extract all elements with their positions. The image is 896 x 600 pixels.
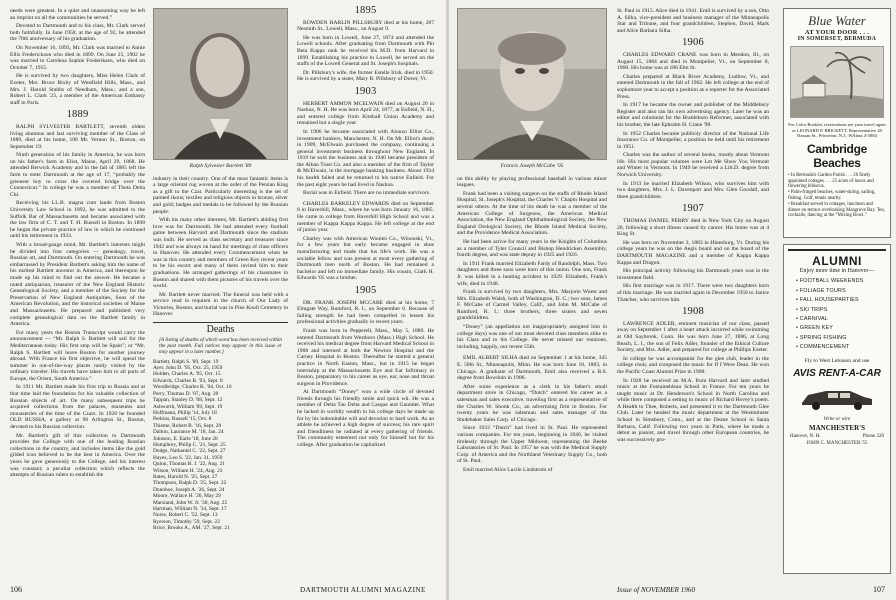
list-item: • Palm-fringed beaches, water-skiing, sailing, fishing. Golf, tennis nearby. <box>788 190 876 201</box>
alumni-activity-label: GREEN KEY <box>799 325 834 332</box>
paragraph: Frank is survived by two daughters, Mrs. Marjorie Wuest and Mrs. Elizabeth Walsh, both of Washington, D. C.; two sons, James F. McCabe of Carmel Valley, Calif., and John M. McCabe of Rumford, R. I.; three brothers, three sisters and seven grandchildren. <box>457 289 607 322</box>
death-entry: Perry, Thomas D. '07, Aug. 20 <box>153 390 219 397</box>
death-entry: Hayes, Leo S. '22, Jan. 31, 1959 <box>153 454 223 461</box>
death-entry: Thieme, Robert B. '16, Sept. 20 <box>153 422 222 429</box>
bullet-icon: • <box>796 334 800 341</box>
photo-caption: Ralph Sylvester Bartlett '89 <box>189 163 252 169</box>
paragraph: In 1911 Mr. Bartlett made his first trip to Russia and at that time laid the foundation for his valuable collection of Russian objects of art. On many subsequent trips he acquired collections from the palaces, museums and monasteries of the time of the Czars. In 1928 he founded OLD RUSSIA, a gallery at 96 Arlington St., Boston, devoted to his Russian collection. <box>10 384 145 431</box>
deaths-heading: Deaths <box>206 324 235 336</box>
paragraph: DR. FRANK JOSEPH MCCABE died at his home, 7 Elmgate Way, Rumford, R. I., on September 6. Because of failing strength he had been compelled to lessen his professional activities gradually in recent years. <box>297 299 434 326</box>
death-entry: Ashworth, William '09, Sept. 19 <box>153 403 223 410</box>
death-entry: Johnson, E. Earle '18, June 28 <box>153 435 218 442</box>
divider <box>788 249 886 251</box>
class-year-heading: 1908 <box>682 306 704 318</box>
paragraph: With a broad-gauge mind, Mr. Bartlett's interests might be divided into four categories — genealogy, travel, Russian art, and Dartmouth. On entering Dartmouth he was embarrassed by President Bartlett's asking him the name of his earliest Bartlett ancestor in America, and thereupon he made up his mind to find out the answer. He became a noted antiquarian, treasurer of the New England Historic Genealogical Society, and a member of the Society for the Preservation of New England Antiquities, Sons of the American Revolution, and the historical societies of Maine and Massachusetts. He prepared and published very complete genealogical data on the Bartlett family in America. <box>10 242 145 328</box>
bullet-icon: • <box>796 297 800 304</box>
bullet-icon: • <box>796 287 800 294</box>
left-page <box>0 0 447 600</box>
death-entry: Dalton, Laurance M. '18, Jan. 24 <box>153 429 224 436</box>
paragraph: Mr. Bartlett's gift of this collection to Dartmouth provides the College with one of the leading Russian collections in the country, and includes items like the gold gilded icon believed to be the best in America. Over the years he gave generously to the College, and his interest was constant; a peculiar collection which reflects the attempts of Russian rulers to establish the <box>10 432 145 479</box>
paragraph: industry in their country. One of the most fantastic items is a large oriental rug woven at the order of the Persian King as a gift to the Czar. Particularly interesting is the set of painted ikons; textiles and religious objects in bronze, silver and gold; badges and medals to be followed by the Russian people. <box>153 175 288 215</box>
alumni-activity-item <box>796 297 890 303</box>
paragraph: BOWDEN HARLIN PILLSBURY died at his home, 287 Nesmith St., Lowell, Mass., on August 9. <box>297 19 434 33</box>
bluewater-title: Blue Water <box>808 13 866 28</box>
death-entry: Dodge, Nathaniel C. '22, Sept. 27 <box>153 448 226 455</box>
death-entry: Wilson, William H. '24, Aug. 23 <box>153 467 223 474</box>
death-entry: Brice, Brooks A., AM. '27, Sept. 21 <box>153 525 230 532</box>
magazine-name: DARTMOUTH ALUMNI MAGAZINE <box>300 586 426 594</box>
death-entry: Woodbridge, Charles K. '04, Oct. 16 <box>153 384 232 391</box>
paragraph: EMIL ALBERT SILHA died on September 1 at his home, 345 E. 58th St., Minneapolis, Minn. He was born June 10, 1883, in Chicago. A graduate of Dartmouth, Emil also received a B.S. degree from Bowdoin in 1906. <box>457 355 607 382</box>
paragraph: Receiving his LL.B. magna cum laude from Boston University Law School in 1892, he was admitted to the Suffolk Bar of Massachusetts and became associated with the law firm of C. T. and T. H. Russell in Boston. In 1898 he began the private practice of law in which he continued until his retirement in 1933. <box>10 200 145 240</box>
death-entry: Perkins, Russell '15, Oct. 8 <box>153 416 212 423</box>
alumni-activity-label: FOLIAGE TOURS <box>799 287 846 294</box>
death-entry: Hartman, William N. '34, Sept. 17 <box>153 506 227 512</box>
left-column-3 <box>297 5 434 451</box>
alumni-activity-item <box>796 325 890 331</box>
cambridge-feature-list <box>788 173 886 219</box>
alumni-activity-item <box>796 344 890 350</box>
paragraph: His first marriage was in 1917. There were two daughters born of this marriage. He was married again in December 1950 to Janice Thatcher, who survives him. <box>617 283 769 303</box>
paragraph: Devoted to Dartmouth and to his class, Mr. Clark served both faithfully. In June 1958, at the age of 92, he attended the 70th anniversary of his graduation. <box>10 23 145 43</box>
death-entry: Edwards, Charles B. '03, Sept. 8 <box>153 377 223 384</box>
portrait-photo <box>457 8 607 160</box>
alumni-activity-item <box>796 307 890 313</box>
death-entry: Marsland, John W. Jr. '30, Aug. 25 <box>153 499 228 506</box>
paragraph: On November 16, 1893, Mr. Clark was married to Annie Ellis Frederickson who died in 1899. On June 25, 1902 he was married to Carolena Sophie Frederiksen, who died on October 7, 1955. <box>10 44 145 71</box>
car-icon <box>798 383 876 413</box>
bullet-icon: • <box>796 306 800 313</box>
deaths-notice: [A listing of deaths of which word has been received within the past month. Full notices may appear in this issue or may appear in a later number.] <box>159 336 282 355</box>
bullet-icon: • <box>796 325 800 332</box>
death-entry: Thompson, Ralph D. '25, Sept. 22 <box>153 480 227 487</box>
paragraph: LAWRENCE ADLER, eminent musician of our class, passed away on September 1 after a heart attack incurred while swimming at Old Saybrook, Conn. He was born June 27, 1886, at Long Beach, L. I., the son of Felix Adler, founder of the Ethical Culture Society, and Mrs. Adler, and prepared for college at Phillips Exeter. <box>617 320 769 354</box>
paragraph: His principal activity following his Dartmouth years was in the investment field. <box>617 268 769 281</box>
alumni-activity-label: FALL HOUSEPARTIES <box>799 297 859 304</box>
car-illustration <box>798 383 876 413</box>
list-item: • In Bermuda's Garden Parish . . . 26 finely appointed cottages . . . 25 acres of lawns and flowering hibiscus. <box>788 172 874 190</box>
paragraph: CHARLES BARKELEY EDWARDS died on September 8 in Haverhill, Mass., where he was born January 16, 1885. He came to college from Haverhill High School and was a member of Kappa Kappa Kappa. He left college at the end of junior year. <box>297 200 434 234</box>
contact-name: JOHN C. MANCHESTER '55 <box>806 441 868 447</box>
class-year-heading: 1907 <box>682 203 704 215</box>
manchester-name: MANCHESTER'S <box>808 424 865 433</box>
right-column-1 <box>457 8 607 476</box>
paragraph: After some experience as a clerk in his father's small department store in Chicago, “Dutch” entered his career as a salesman and sales executive, traveling first as a representative of the Charles W. Shonk Co., an advertising firm in Boston. For twenty years he was salesman and sales manager of the Studebaker Sales Corp. of Chicago. <box>457 383 607 423</box>
paragraph: He was born in Lowell, June 27, 1874 and attended the Lowell schools. After graduating from Dartmouth with Phi Beta Kappa rank he received his M.D. from Harvard in 1899. Establishing his practice in Lowell, he served on the staffs of the Lowell General and St. Joseph's hospitals. <box>297 34 434 68</box>
alumni-activity-label: FOOTBALL WEEKENDS <box>799 278 864 285</box>
left-column-1 <box>10 8 145 481</box>
deaths-list <box>153 359 288 532</box>
paragraph: He is survived by two daughters, Miss Helen Clark of Exeter, Mrs. Bruce Bixby of Westfield Hills, Mass., and Mrs. J. Harold Stubbs of Needham, Mass.; and a son, Robert L. Clark '23, a member of the American Embassy staff in Paris. <box>10 73 145 106</box>
death-entry: Tappan, Stanley D. '08, Sept. 12 <box>153 397 223 404</box>
issue-date: Issue of NOVEMBER 1960 <box>617 586 696 594</box>
alumni-travel-ad <box>783 244 891 574</box>
paragraph: Burial was in Enfield. There are no immediate survivors. <box>303 190 431 197</box>
paragraph: With his many other interests, Mr. Bartlett's abiding first love was for Dartmouth. He had attended every football game between Harvard and Dartmouth since the stadium was built. He served as class secretary and treasurer since 1942 and was always on hand for meetings of class officers in Hanover. He attended every Commencement when he was in this country and members of Green Key recent years to be his escort and many of them invited him to their graduations. He arranged gatherings of his classmates in Boston and shared with them pictures of his travels over the world. <box>153 217 288 290</box>
death-entry: Hoffmann, Philip '14, July 18 <box>153 409 217 416</box>
paragraph: Frank had been a visiting surgeon on the staffs of Rhode Island Hospital, St. Joseph's Hospital, the Charles V. Chapin Hospital and several others. At the time of his death he was a member of the American College of Surgeons, the American Medical Association, the New England Ophthalmological Society, the New England Otological Society, the Rhode Island Medical Society, and the Providence Medical Association. <box>457 190 607 237</box>
page-number-left: 106 <box>10 585 22 594</box>
paragraph: Mr. Bartlett never married. The funeral was held with a service read in requiem in the church of Our Lady of Victories, Boston, and burial was in Pine Knoll Cemetery in Hanover. <box>153 291 288 318</box>
paragraph: Dr. Pillsbury's wife, the former Estelle Irish, died in 1950. He is survived by a sister, Mary B. Pillsbury of Dover, Vt. <box>297 69 434 83</box>
paragraph: RALPH SYLVESTER BARTLETT, seventh oldest living alumnus and last surviving member of the Class of 1889, died at his home, 108 Mt. Vernon St., Boston, on September 19. <box>10 123 145 150</box>
paragraph: HERBERT AMMON MCELWAIN died on August 20 in Nashua, N. H. He was born April 24, 1877, at Enfield, N. H., and entered college from Kimball Union Academy and remained but a single year. <box>297 100 434 127</box>
portrait-image <box>458 9 606 159</box>
alumni-activity-item <box>796 316 890 322</box>
paragraph: He was born on November 2, 1883 in Hinesburg, Vt. During his college years he was on the Aegis board and on the board of the DARTMOUTH MAGAZINE and a member of Kappa Kappa Kappa and Dragon. <box>617 239 769 266</box>
death-entry: Humphrey, Philip C. '21, Sept. 25 <box>153 441 226 448</box>
paragraph: THOMAS DANIEL PERRY died in New York City on August 20, following a short illness caused by cancer. His home was at 4 King St. <box>617 218 769 238</box>
death-entry: Moore, Wallace H. '26, May 29 <box>153 493 221 500</box>
bullet-icon: • <box>796 278 800 285</box>
bluewater-line2: IN SOMERSET, BERMUDA <box>797 36 877 42</box>
paragraph: In 1911 Frank married Elizabeth Fardy of Randolph, Mass. Two daughters and three sons were born of this union. One son, Frank Jr. was killed in a hunting accident in 1929. Elizabeth, Frank's wife, died in 1948. <box>457 260 607 287</box>
alumni-activity-list <box>784 278 890 350</box>
paragraph: For many years the Boston Transcript would carry the announcement — “Mr. Ralph S. Bartlett will sail for the Mediterranean today. His first stop will be Spain”; or “Mr. Ralph S. Bartlett will leave Boston for another journey abroad. With France his first objective, he will spend the summer in out-of-the-way places rarely visited by the ordinary traveler. His travels have taken him to all parts of Europe, the Orient, South America.” <box>10 329 145 382</box>
class-year-heading: 1906 <box>682 37 704 49</box>
alumni-activity-item <box>796 288 890 294</box>
death-entry: Bates, Harold N. '25, Sept. 27 <box>153 473 218 480</box>
alumni-activity-label: CARNIVAL <box>799 315 828 322</box>
paragraph: Charles prepared at Black River Academy, Ludlow, Vt., and entered Dartmouth in the fall of 1902. He left college at the end of sophomore year to accept a position as a reporter for the Associated Press. <box>617 73 769 100</box>
alumni-activity-item <box>796 335 890 341</box>
death-entry: Quinn, Thomas B. J. '22, Aug. 21 <box>153 461 226 468</box>
portrait-photo <box>153 8 288 160</box>
page-number-right: 107 <box>873 585 885 594</box>
alumni-activity-label: COMMENCEMENT <box>799 344 850 351</box>
fly-note: Fly to West Lebanon and use <box>804 358 870 365</box>
class-year-heading: 1889 <box>66 109 89 121</box>
death-entry: Holden, Charles A. '95, Oct. 15 <box>153 371 221 378</box>
list-item: • Breakfast served in cottages, luncheon and dinner on terrace overlooking Mangrove Bay. Tea, cocktails, dancing at the “Mixing Bowl.” <box>788 201 885 219</box>
resort-illustration <box>790 46 884 118</box>
paragraph: “Doney” (an appellation not inappropriately assigned him in college days) was one of our most devoted class members alike to his Class and to his College. He never missed our reunions, including, happily, our recent 55th. <box>457 324 607 350</box>
paragraph: In 1917 he became the owner and publisher of the Middlebury Register and also ran his own advertising agency. Later he was an editor and columnist for the Brattleboro Reformer, associated with his brother, the late Ephraim H. Crane '98. <box>617 102 769 128</box>
alumni-activity-label: SPRING FISHING <box>799 334 847 341</box>
paragraph: In 1928 he received an M.A. from Harvard and later studied music at the Fontainebleau School in France. For ten years he taught music at Dr. Henderson's School in North Carolina and while there composed a setting to music of Richard Hovey's poem. A Health to Thee, Roberts, and presented it to the Dartmouth Glee Club. Later he headed the music department at the Westminster School in Simsbury, Conn., and at the Deane School in Santa Barbara, Calif. Following two years in Paris, where he made a debut as pianist, and travel through other European countries, he was successively pro- <box>617 377 769 443</box>
death-entry: Ayer, John D. '95, Oct. 25, 1959 <box>153 365 223 372</box>
alumni-activity-item <box>796 278 890 284</box>
bluewater-line1: AT YOUR DOOR . . . <box>804 29 870 36</box>
alumni-subtitle: Enjoy more time in Hanover— <box>799 268 875 274</box>
paragraph: Charley was with American Woolen Co., Winooski, Vt., for a few years but early became engaged in shoe manufacturing and made that his life's work. He was a sociable fellow and was present at most every gathering of Dartmouth men north of Boston. He had remained a bachelor and left no immediate family. His cousin, Clark H. Edwards '05 was a brother. <box>297 235 434 282</box>
paragraph: CHARLES EDWARD CRANE was born in Mendon, Ill., on August 15, 1884 and died in Montpelier, Vt., on September 8, 1960. His home was at 186 Elm St. <box>617 51 769 72</box>
paragraph: on this ability by playing professional baseball in various minor leagues. <box>457 175 607 189</box>
paragraph: He had been active for many years in the Knights of Columbus as a member of Tyler Council and Bishop Hendricken Assembly, fourth degree, and was state deputy in 1925 and 1926. <box>457 238 607 259</box>
paragraph: In 1952 Charles became publicity director of the National Life Insurance Co. of Montpelier, a position he held until his retirement in 1951. <box>617 130 769 150</box>
cambridge-title: Cambridge Beaches <box>807 141 867 170</box>
cambridge-beaches-ad <box>783 8 891 238</box>
paragraph: In college he was accompanist for the glee club, leader in the college choir, and composed the music for If I Were Dean. He won the Pacific Coast Alumni Prize in 1908. <box>617 355 769 375</box>
right-column-2 <box>617 8 769 445</box>
bullet-icon: • <box>796 344 800 351</box>
left-column-2 <box>153 8 288 532</box>
class-year-heading: 1905 <box>354 284 377 296</box>
paragraph: Ninth generation of his family in America, he was born on his father's farm in Eliot, Maine, April 29, 1868. He attended Berwick Academy and in the fall of 1885 left the farm to enter Dartmouth at the age of 17, “probably the greenest boy to cross the covered bridge over the Connecticut.” In college he was a member of Theta Delta Chi. <box>10 152 145 198</box>
right-page <box>449 0 896 600</box>
paragraph: St. Paul in 1915. Alice died in 1941. Emil is survived by a son, Otto A. Silha, vice-president and business manager of the Minneapolis Star and Tribune, and four grandchildren, Stephen, David, Mark and Alice Barbara Silha. <box>617 8 769 34</box>
class-year-heading: 1895 <box>354 5 377 16</box>
death-entry: Bartlett, Ralph S. '89, Sept. 19 <box>153 358 219 365</box>
address: Hanover, N. H. <box>790 434 821 440</box>
paragraph: needs were greatest. In a quiet and unassuming way he left an imprint on all the communities he served.” <box>10 8 145 21</box>
death-entry: Donohoe, Joseph A. '26, Sept. 24 <box>153 486 225 493</box>
bluewater-booklet-info: For Color Booklet, reservations see your travel agent or LEONARD P. BRICKETT, Representative 20 Nassau St., Princeton, N.J., WAlnut 4-5084 <box>788 122 886 139</box>
death-entry: Nurse, Robert C. '52, Sept. 13 <box>153 512 218 519</box>
paragraph: Since 1933 “Dutch” had lived in St. Paul. He represented various companies. For ten years, beginning in 1946, he visited tirelessly through the Upper Midwest, representing the Beebe Laboratories of St. Paul. In 1957 he was with the Medical Supply Corp. of America and the Northland Veterinary Supply Co., both of St. Paul. <box>457 425 607 465</box>
paragraph: In 1913 he married Elizabeth Wilson, who survives him with two daughters, Mrs. J. L. Davenport and Mrs. Glen Goodall, and three grandchildren. <box>617 180 769 200</box>
photo-caption: Francis Joseph McCabe '05 <box>500 163 564 169</box>
contact-row <box>790 434 884 439</box>
paragraph: Frank was born in Pepperell, Mass., May 5, 1880. He entered Dartmouth from Westboro (Mass.) High School. He received his medical degree from Harvard Medical School in 1908 and interned at both the Newton Hospital and the Carney Hospital in Boston. Thereafter he started a general practice in North Easton, Mass., but in 1915 he began internship at the Massachusetts Eye and Ear Infirmary in Boston, preparatory to his career as eye, ear, nose and throat surgeon in Providence. <box>297 327 434 387</box>
divider <box>153 322 288 323</box>
paragraph: At Dartmouth “Doney” won a wide circle of devoted friends through his friendly smile and quick wit. He was a member of Delta Tau Delta and Casque and Gauntlet. What he lacked in worldly wealth in his college days he made up for by his indomitable will and devotion to hard work. As an athlete he achieved a high degree of success; his rare spirit and friendliness he radiated at every gathering of friends. The community esteemed not only for himself but for his college. After graduation he capitalized <box>297 389 434 449</box>
paragraph: Emil married Alice Lucile Lindstrom of <box>463 466 553 473</box>
portrait-image <box>154 9 287 159</box>
alumni-title: ALUMNI <box>812 254 862 268</box>
write-or-wire: Write or wire <box>823 417 851 423</box>
paragraph: In 1906 he became associated with Alonzo Elliot Co., investment bankers, Manchester, N. H. On Mr. Elliot's death in 1909, McElwain purchased the company, continuing a general investment business throughout New England. In 1919 he sold the business and in 1940 became president of the Alban Trust Co. and also a member of the firm of Taylor & McElwain, in the mortgage banking business. About 1934 his health failed and he returned to his native Enfield. For the past eight years he had lived in Nashua. <box>297 128 434 188</box>
bullet-icon: • <box>796 315 800 322</box>
class-year-heading: 1903 <box>354 85 377 97</box>
avis-logo: AVIS RENT-A-CAR <box>793 368 881 380</box>
alumni-activity-label: SKI TRIPS <box>799 306 828 313</box>
phone: Phone 220 <box>862 434 884 440</box>
paragraph: Charles was the author of several books, mostly about Vermont life. His most popular volumes were Let Me Show You Vermont and Winter in Vermont. In 1949 he received a Litt.D. degree from Norwich University. <box>617 152 769 179</box>
death-entry: Ryerson, Timothy '59, Sept. 22 <box>153 518 220 525</box>
palm-tree-icon <box>791 47 883 117</box>
